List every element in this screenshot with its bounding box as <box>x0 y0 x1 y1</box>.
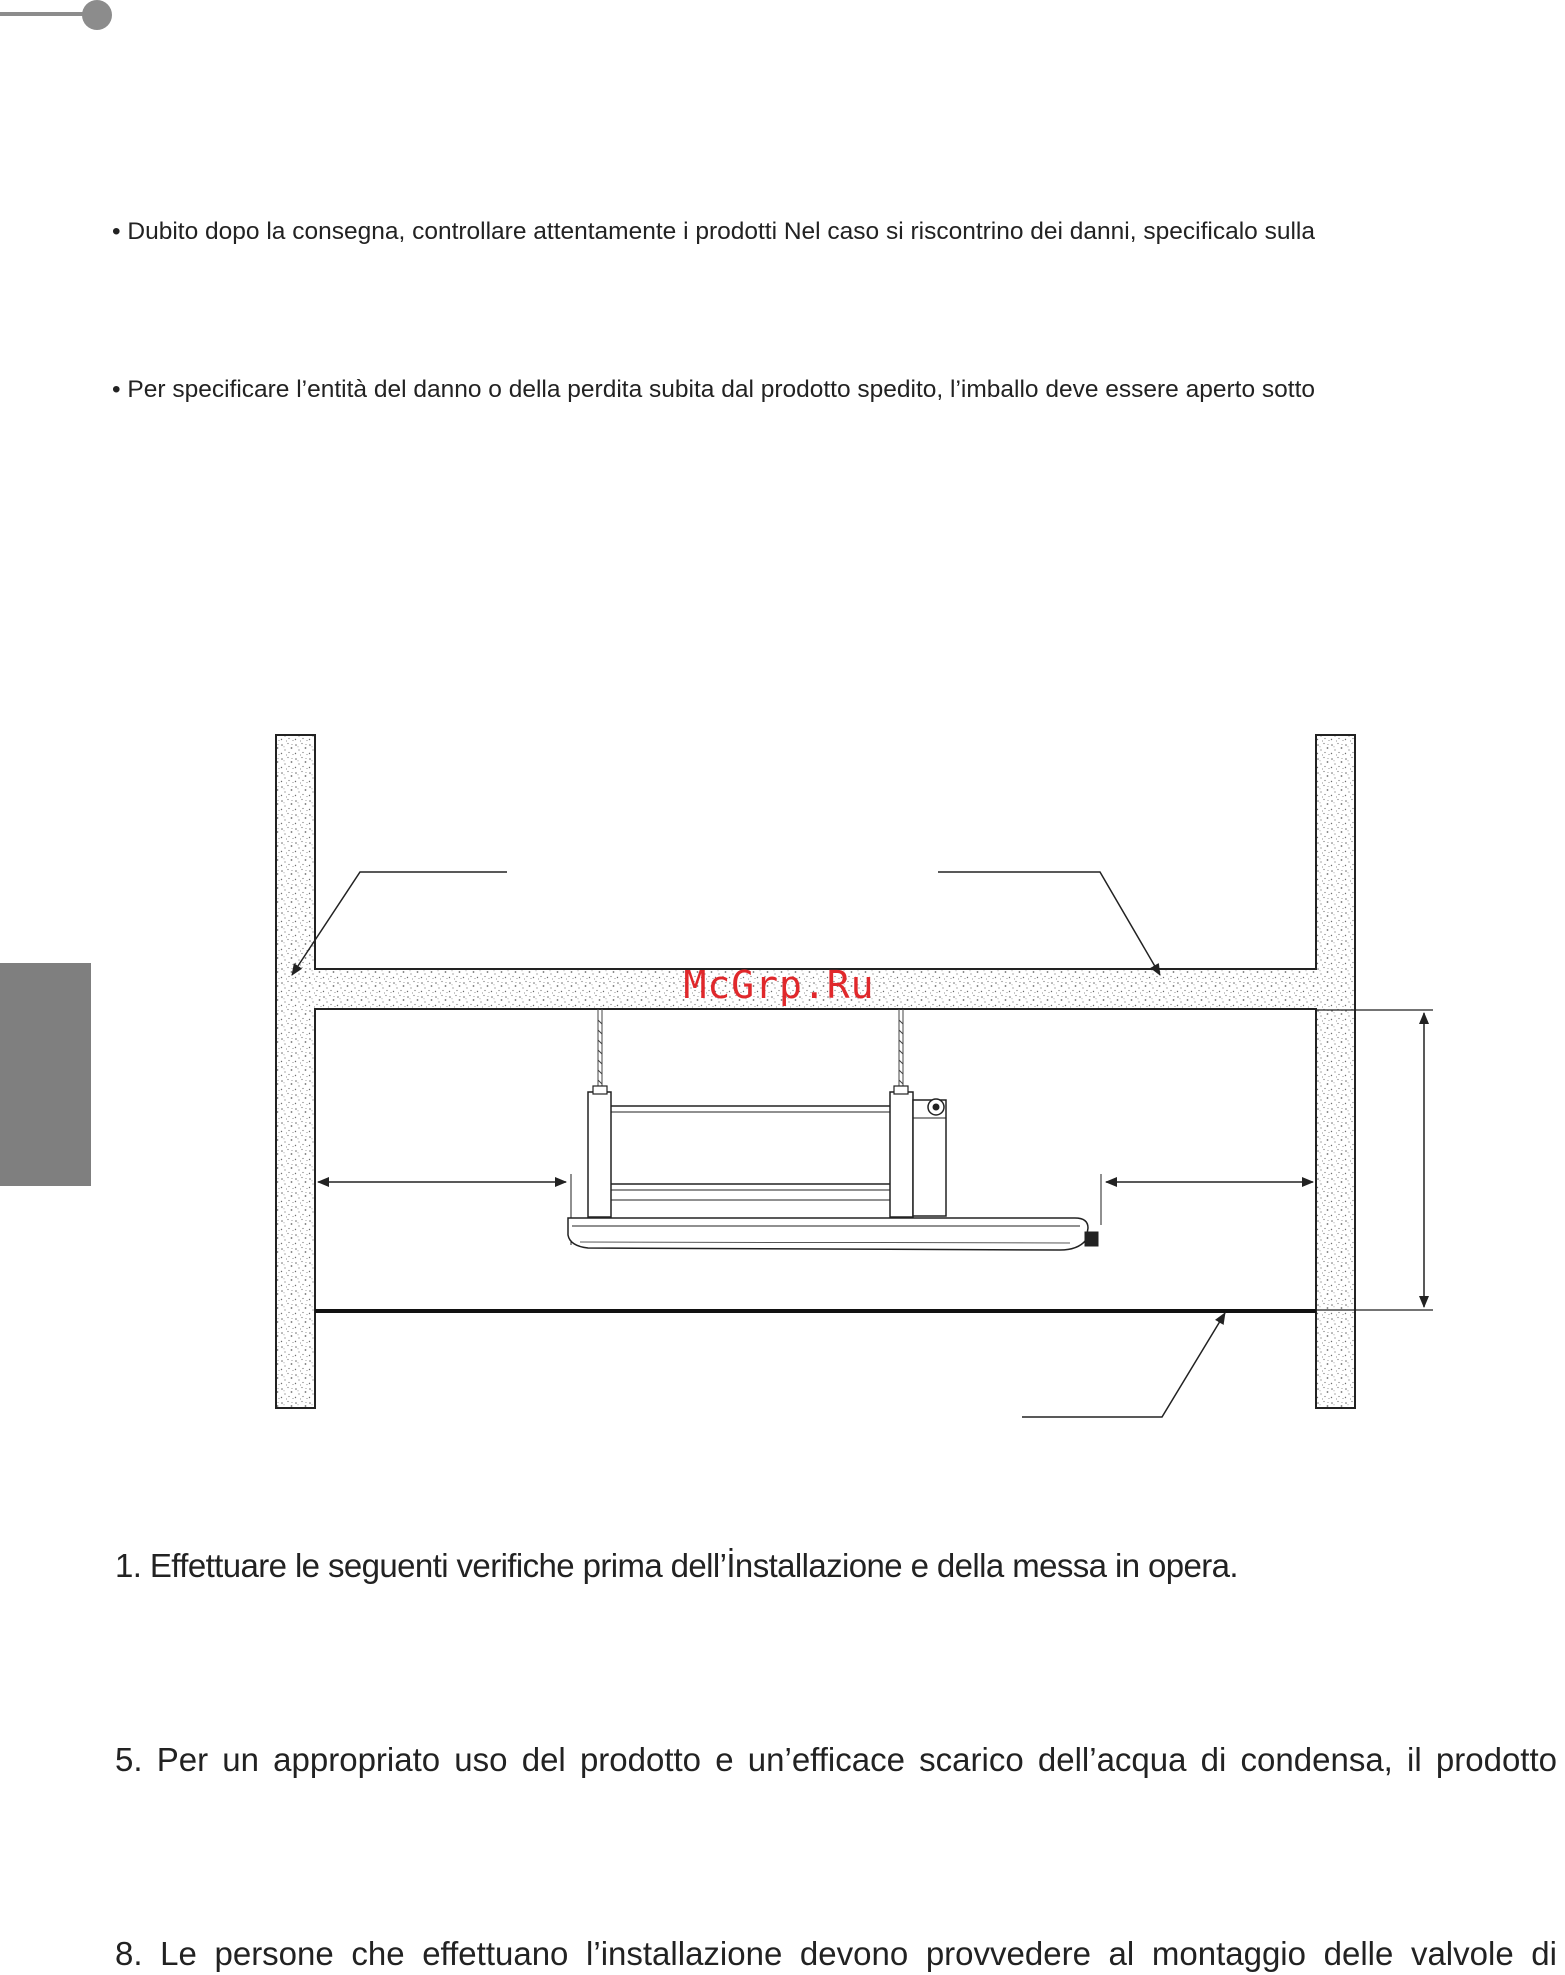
step-5-text: 5. Per un appropriato uso del prodotto e un’efficace scarico dell’acqua di condensa, il prodotto <box>115 1741 1557 1778</box>
bullet-text-damage: • Per specificare l’entità del danno o della perdita subita dal prodotto spedito, l’imballo deve essere aperto sotto <box>112 376 1316 403</box>
step-8-text: 8. Le persone che effettuano l’installazione devono provvedere al montaggio delle valvole di <box>115 1935 1557 1972</box>
leader-slab <box>938 872 1160 975</box>
wall-and-slab <box>276 735 1355 1408</box>
watermark: McGrp.Ru <box>683 963 875 1007</box>
leader-false-ceiling <box>1022 1313 1225 1417</box>
step-1-text: 1. Effettuare le seguenti verifiche prima dell’İnstallazione e della messa in opera. <box>115 1547 1238 1584</box>
bullet-text-delivery: • Dubito dopo la consegna, controllare attentamente i prodotti Nel caso si riscontrino dei danni, specificalo sulla <box>112 218 1315 245</box>
hanger-rod-right <box>899 1009 903 1088</box>
cassette-unit <box>568 1086 1098 1250</box>
hanger-rod-left <box>598 1009 602 1088</box>
leader-wall <box>292 872 507 975</box>
